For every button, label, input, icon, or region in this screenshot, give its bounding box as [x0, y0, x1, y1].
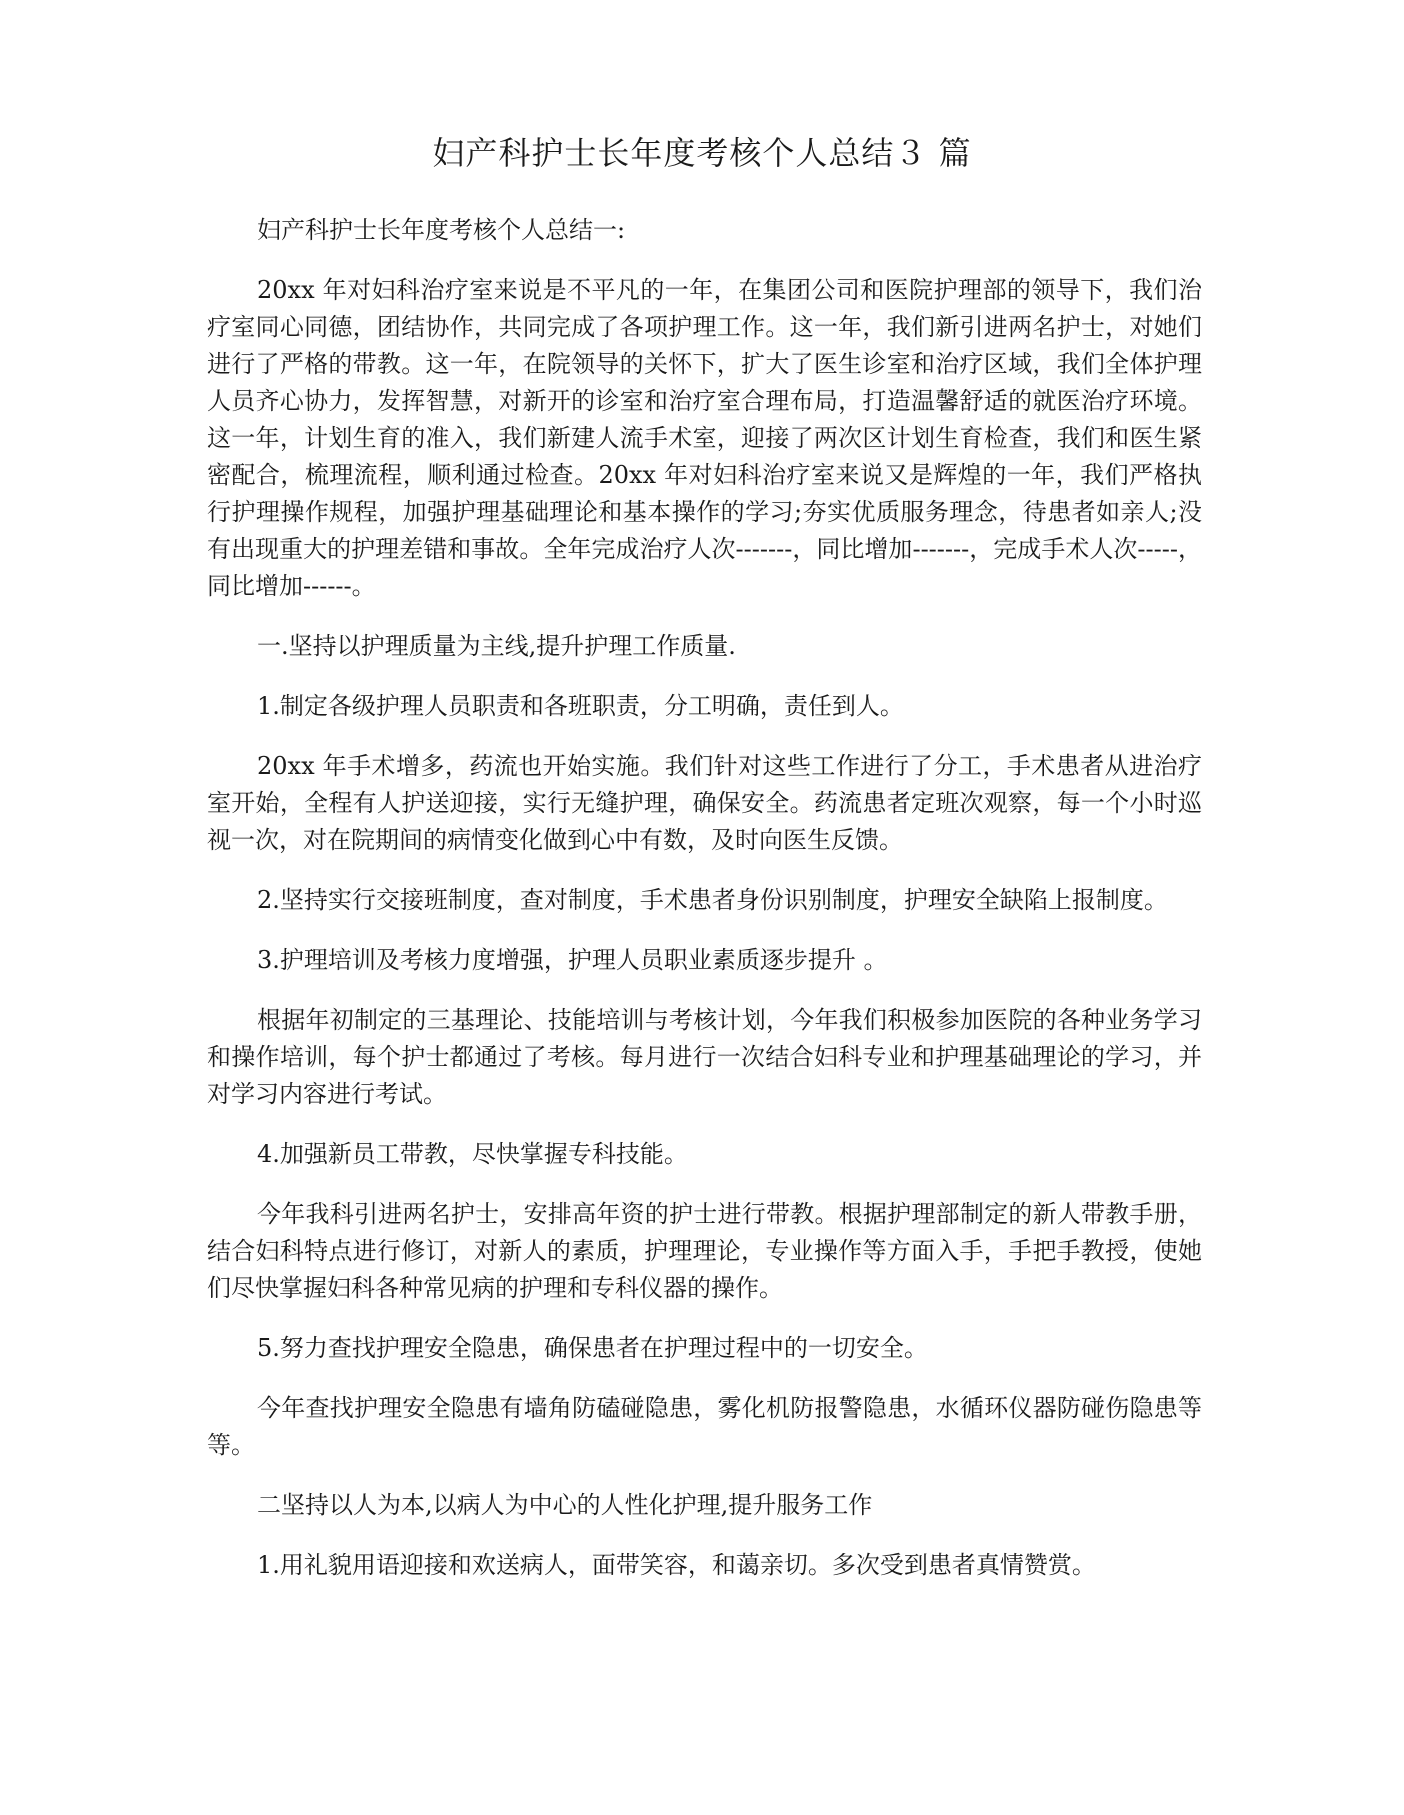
item-heading-1: 1.制定各级护理人员职责和各班职责，分工明确，责任到人。 — [257, 692, 904, 720]
section-heading-quality: 一.坚持以护理质量为主线,提升护理工作质量. — [257, 632, 736, 660]
document-title: 妇产科护士长年度考核个人总结３ 篇 — [432, 134, 972, 172]
paragraph-mentoring: 今年我科引进两名护士，安排高年资的护士进行带教。根据护理部制定的新人带教手册，结合妇科特点进行修订，对新人的素质，护理理论，专业操作等方面入手，手把手教授，使她们尽快掌握妇科各种常见病的护理和专科仪器的操作。 — [207, 1200, 1202, 1302]
item-heading-3: 3.护理培训及考核力度增强，护理人员职业素质逐步提升 。 — [257, 946, 888, 974]
paragraph-safety: 今年查找护理安全隐患有墙角防磕碰隐患，雾化机防报警隐患，水循环仪器防碰伤隐患等等。 — [207, 1394, 1202, 1459]
paragraph-overview: 20xx 年对妇科治疗室来说是不平凡的一年，在集团公司和医院护理部的领导下，我们治疗室同心同德，团结协作，共同完成了各项护理工作。这一年，我们新引进两名护士，对她们进行了严格的带教。这一年，在院领导的关怀下，扩大了医生诊室和治疗区域，我们全体护理人员齐心协力，发挥智慧，对新开的诊室和治疗室合理布局，打造温馨舒适的就医治疗环境。这一年，计划生育的准入，我们新建人流手术室，迎接了两次区计划生育检查，我们和医生紧密配合，梳理流程，顺利通过检查。20xx 年对妇科治疗室来说又是辉煌的一年，我们严格执行护理操作规程，加强护理基础理论和基本操作的学习;夯实优质服务理念，待患者如亲人;没有出现重大的护理差错和事故。全年完成治疗人次-------，同比增加-------，完成手术人次-----，同比增加------。 — [207, 276, 1202, 600]
document-body — [207, 212, 1202, 1607]
item-heading-2: 2.坚持实行交接班制度，查对制度，手术患者身份识别制度，护理安全缺陷上报制度。 — [257, 886, 1168, 914]
paragraph-surgery: 20xx 年手术增多，药流也开始实施。我们针对这些工作进行了分工，手术患者从进治疗室开始，全程有人护送迎接，实行无缝护理，确保安全。药流患者定班次观察，每一个小时巡视一次，对在院期间的病情变化做到心中有数，及时向医生反馈。 — [207, 752, 1202, 854]
paragraph-training: 根据年初制定的三基理论、技能培训与考核计划，今年我们积极参加医院的各种业务学习和操作培训，每个护士都通过了考核。每月进行一次结合妇科专业和护理基础理论的学习，并对学习内容进行考试。 — [207, 1006, 1202, 1108]
item-heading-service-1: 1.用礼貌用语迎接和欢送病人，面带笑容，和蔼亲切。多次受到患者真情赞赏。 — [257, 1551, 1096, 1579]
item-heading-4: 4.加强新员工带教，尽快掌握专科技能。 — [257, 1140, 688, 1168]
section-heading-summary-one: 妇产科护士长年度考核个人总结一: — [257, 216, 626, 244]
item-heading-5: 5.努力查找护理安全隐患，确保患者在护理过程中的一切安全。 — [257, 1334, 928, 1362]
section-heading-service: 二坚持以人为本,以病人为中心的人性化护理,提升服务工作 — [257, 1491, 873, 1519]
